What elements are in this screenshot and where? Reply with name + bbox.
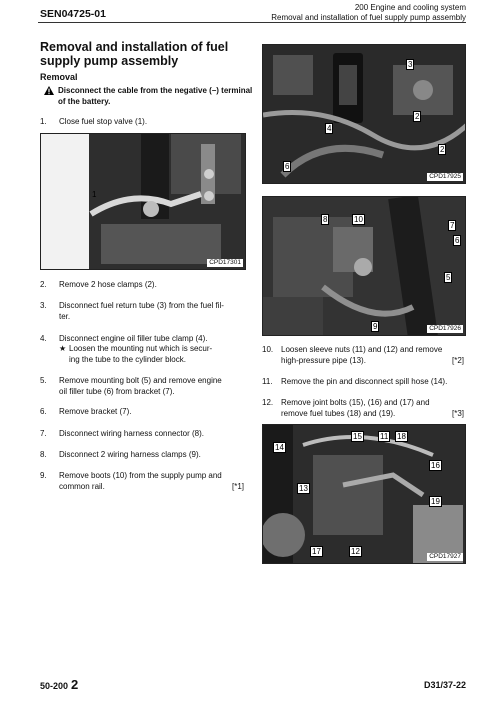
fig4-callout-15: 15 xyxy=(353,432,362,441)
revision-number: 2 xyxy=(71,677,79,692)
step-12-ref: [*3] xyxy=(451,408,464,418)
fig3-callout-10: 10 xyxy=(354,215,363,224)
fig2-callout-2b: 2 xyxy=(440,145,445,154)
figure-1-photo xyxy=(40,133,246,270)
fig2-callout-6: 6 xyxy=(285,162,290,171)
step-6: 6. Remove bracket (7). xyxy=(40,407,132,416)
step-5: 5. Remove mounting bolt (5) and remove engine oil filler tube (6) from bracket (7). xyxy=(40,376,222,396)
fig4-callout-14: 14 xyxy=(275,443,284,452)
step-10-ref: [*2] xyxy=(451,355,464,365)
figure-2-code: CPD17925 xyxy=(429,173,461,180)
fig2-callout-2a: 2 xyxy=(415,112,420,121)
section-name: 200 Engine and cooling system xyxy=(354,3,466,12)
fig3-callout-9: 9 xyxy=(373,322,378,331)
step-9-ref: [*1] xyxy=(231,481,244,491)
fig3-callout-6: 6 xyxy=(455,236,460,245)
step-8: 8. Disconnect 2 wiring harness clamps (9). xyxy=(40,450,201,459)
star-icon: ★ xyxy=(59,344,67,353)
fig4-callout-17: 17 xyxy=(312,547,321,556)
warning-text: Disconnect the cable from the negative (–) terminal of the battery. xyxy=(58,86,253,106)
section-subhead: Removal xyxy=(40,72,78,82)
fig4-callout-19: 19 xyxy=(431,497,440,506)
header-rule xyxy=(38,22,466,23)
figure-4-photo xyxy=(262,424,466,564)
model-code: D31/37-22 xyxy=(423,680,466,690)
figure-2-photo xyxy=(262,44,466,184)
page-title: Removal and installation of fuel supply pump assembly xyxy=(40,40,229,68)
topic-name: Removal and installation of fuel supply pump assembly xyxy=(271,13,466,22)
figure-3-photo xyxy=(262,196,466,336)
step-11: 11. Remove the pin and disconnect spill hose (14). xyxy=(262,377,448,386)
running-header xyxy=(271,3,466,23)
step-9: 9. Remove boots (10) from the supply pump and common rail. [*1] xyxy=(40,471,244,491)
step-4: 4. Disconnect engine oil filler tube clamp (4). xyxy=(40,334,208,343)
step-10: 10. Loosen sleeve nuts (11) and (12) and remove high-pressure pipe (13). [*2] xyxy=(262,345,464,365)
doc-id: SEN04725-01 xyxy=(40,8,106,20)
fig4-callout-11: 11 xyxy=(380,432,389,441)
fig2-callout-4: 4 xyxy=(327,124,332,133)
figure-4-code: CPD17927 xyxy=(429,553,461,560)
fig4-callout-18: 18 xyxy=(397,432,406,441)
step-4-note: ★ Loosen the mounting nut which is secur- ing the tube to the cylinder block. xyxy=(59,344,213,364)
fig4-callout-13: 13 xyxy=(299,484,308,493)
figure-1-code: CPD17301 xyxy=(209,259,241,266)
fig2-callout-3: 3 xyxy=(408,60,413,69)
warning-icon xyxy=(44,86,54,95)
fig4-callout-12: 12 xyxy=(351,547,360,556)
step-1: 1. Close fuel stop valve (1). xyxy=(40,117,148,126)
step-3: 3. Disconnect fuel return tube (3) from the fuel fil- ter. xyxy=(40,301,224,321)
step-2: 2. Remove 2 hose clamps (2). xyxy=(40,280,157,289)
step-12: 12. Remove joint bolts (15), (16) and (17) and remove fuel tubes (18) and (19). [*3] xyxy=(262,398,464,418)
fig3-callout-5: 5 xyxy=(446,273,451,282)
step-7: 7. Disconnect wiring harness connector (8). xyxy=(40,429,204,438)
fig4-callout-16: 16 xyxy=(431,461,440,470)
fig3-callout-8: 8 xyxy=(323,215,328,224)
fig3-callout-7: 7 xyxy=(450,221,455,230)
fig1-callout-1: 1 xyxy=(92,190,97,199)
warning-block xyxy=(44,85,254,107)
figure-3-code: CPD17926 xyxy=(429,325,461,332)
page-number: 50-200 2 xyxy=(40,677,79,692)
